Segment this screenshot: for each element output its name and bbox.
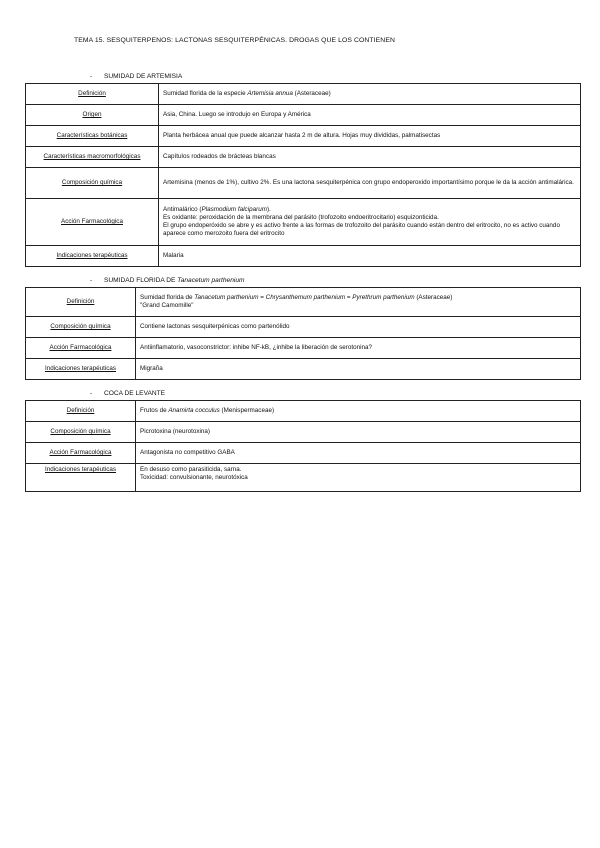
section-heading-artemisia: [90, 73, 182, 80]
section-heading-tanacetum: [90, 277, 244, 284]
row-value: Planta herbácea anual que puede alcanzar hasta 2 m de altura. Hojas muy divididas, palmatisectas: [159, 126, 581, 147]
row-label: Definición: [26, 84, 159, 105]
row-value: En desuso como parasiticida, sarna. Toxicidad: convulsionante, neurotóxica: [136, 464, 581, 492]
row-label: Acción Farmacológica: [26, 443, 136, 464]
table-artemisia: [25, 83, 581, 267]
table-row: [26, 168, 581, 199]
table-row: [26, 443, 581, 464]
table-row: [26, 199, 581, 246]
row-value: Antimalárico (Plasmodium falciparum). Es oxidante: peroxidación de la membrana del parásito (trofozoito endoeritrocitario) esquizonticida. El grupo endoperóxido se abre y es activo frente a las formas de trofozoito del parásito cuando están dentro del eritrocito, no es activo cuando aparece como merozoito fuera del eritrocito: [159, 199, 581, 246]
table-coca: [25, 400, 581, 492]
row-label: Definición: [26, 401, 136, 422]
table-row: [26, 359, 581, 380]
row-label: Composición química: [26, 317, 136, 338]
table-row: [26, 126, 581, 147]
row-value: Sumidad florida de la especie Artemisia annua (Asteraceae): [159, 84, 581, 105]
row-label: Origen: [26, 105, 159, 126]
section-heading-text: SUMIDAD DE ARTEMISIA: [104, 73, 183, 80]
section-heading-species: Tanacetum parthenium: [177, 277, 245, 284]
row-label: Indicaciones terapéuticas: [26, 359, 136, 380]
row-label: Definición: [26, 288, 136, 317]
table-tanacetum: [25, 287, 581, 380]
table-row: [26, 288, 581, 317]
row-label: Indicaciones terapéuticas: [26, 464, 136, 492]
row-label: Características macromorfológicas: [26, 147, 159, 168]
section-heading-text: COCA DE LEVANTE: [104, 390, 166, 397]
table-row: [26, 401, 581, 422]
row-label: Composición química: [26, 168, 159, 199]
row-label: Acción Farmacológica: [26, 199, 159, 246]
bullet-dash: -: [90, 73, 93, 80]
row-value: Sumidad florida de Tanacetum parthenium = Chrysanthemum parthenium = Pyrethrum parthenium (Asteraceae) "Grand Camomille": [136, 288, 581, 317]
table-row: [26, 464, 581, 492]
table-row: [26, 147, 581, 168]
row-value: Migraña: [136, 359, 581, 380]
row-value: Asia, China. Luego se introdujo en Europa y América: [159, 105, 581, 126]
row-value: Capítulos rodeados de brácteas blancas: [159, 147, 581, 168]
row-value: Malaria: [159, 246, 581, 267]
bullet-dash: -: [90, 390, 93, 397]
table-row: [26, 246, 581, 267]
row-value: Contiene lactonas sesquiterpénicas como partenólido: [136, 317, 581, 338]
table-row: [26, 84, 581, 105]
row-label: Composición química: [26, 422, 136, 443]
bullet-dash: -: [90, 277, 93, 284]
table-row: [26, 338, 581, 359]
table-row: [26, 105, 581, 126]
section-heading-text: SUMIDAD FLORIDA DE: [104, 277, 178, 284]
row-label: Acción Farmacológica: [26, 338, 136, 359]
row-value: Antiinflamatorio, vasoconstrictor: inhibe NF-kB, ¿inhibe la liberación de serotonina?: [136, 338, 581, 359]
row-label: Características botánicas: [26, 126, 159, 147]
section-heading-coca: [90, 390, 165, 397]
row-value: Picrotoxina (neurotoxina): [136, 422, 581, 443]
row-value: Antagonista no competitivo GABA: [136, 443, 581, 464]
document-title: TEMA 15. SESQUITERPENOS: LACTONAS SESQUITERPÉNICAS. DROGAS QUE LOS CONTIENEN: [74, 37, 395, 44]
table-row: [26, 422, 581, 443]
table-row: [26, 317, 581, 338]
row-value: Frutos de Anamirta cocculus (Menispermaceae): [136, 401, 581, 422]
row-label: Indicaciones terapéuticas: [26, 246, 159, 267]
row-value: Artemisina (menos de 1%), cultivo 2%. Es una lactona sesquiterpénica con grupo endoperoxido importantísimo porque le da la acción antimalárica.: [159, 168, 581, 199]
